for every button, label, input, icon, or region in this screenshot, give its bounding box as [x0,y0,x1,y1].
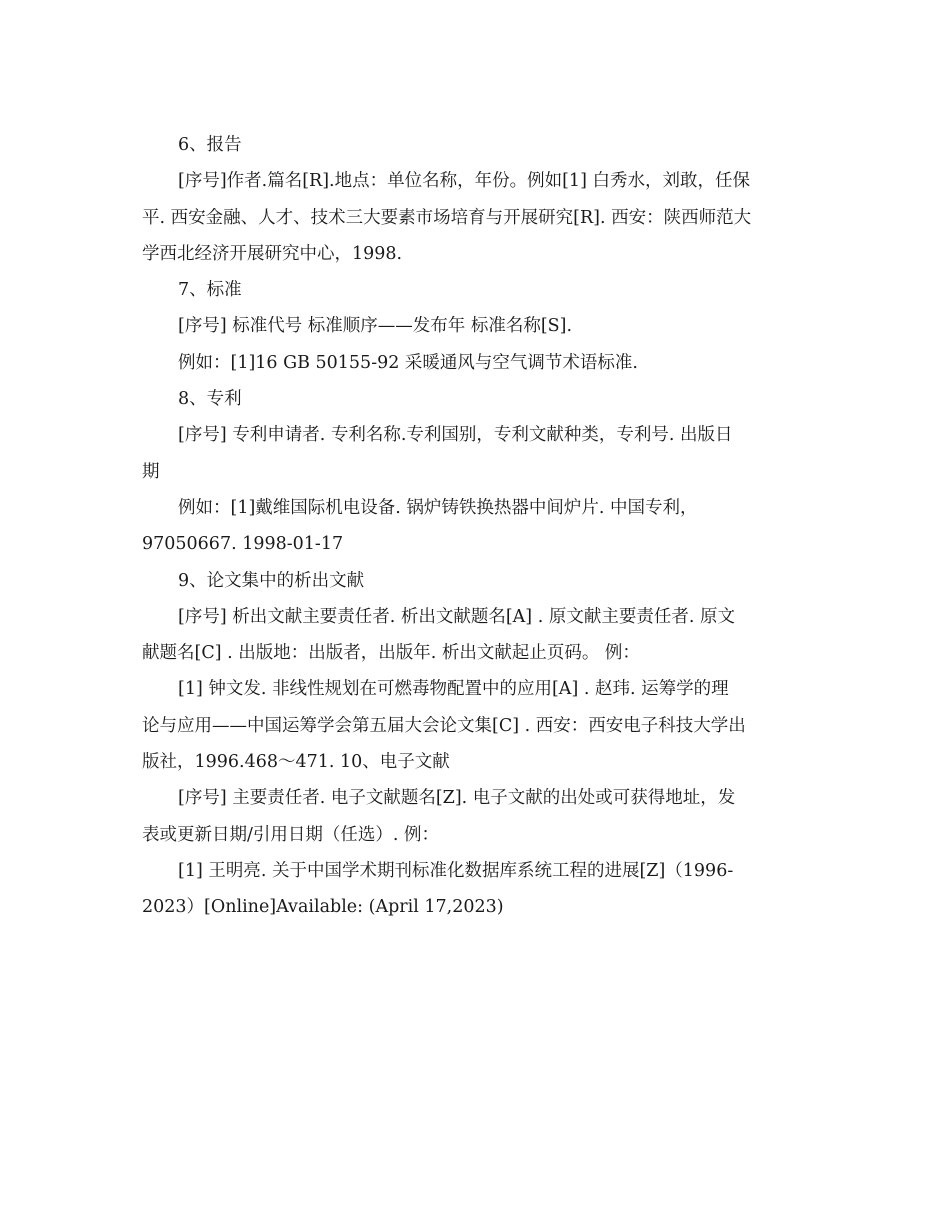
patent-format-line: [序号] 专利申请者. 专利名称.专利国别，专利文献种类，专利号. 出版日 [178,425,733,446]
electronic-example-line: 2023）[Online]Available: (April 17,2023) [142,897,504,918]
patent-example-line: 97050667. 1998-01-17 [142,534,344,555]
patent-format-line: 期 [142,461,160,482]
standard-format-line: [序号] 标准代号 标准顺序——发布年 标准名称[S]. [178,316,573,337]
report-format-line: [序号]作者.篇名[R].地点：单位名称，年份。例如[1] 白秀水，刘敢，任保 [178,171,750,192]
proceedings-example-line: 版社，1996.468～471. 10、电子文献 [142,752,450,773]
section-heading-standard: 7、标准 [178,280,242,301]
section-heading-report: 6、报告 [178,135,242,155]
patent-example-line: 例如：[1]戴维国际机电设备. 锅炉铸铁换热器中间炉片. 中国专利， [178,497,698,518]
section-heading-proceedings: 9、论文集中的析出文献 [178,570,365,591]
proceedings-example-line: 论与应用——中国运筹学会第五届大会论文集[C] . 西安：西安电子科技大学出 [142,715,746,736]
proceedings-format-line: 献题名[C] . 出版地：出版者，出版年. 析出文献起止页码。 例： [142,643,640,664]
report-format-line: 学西北经济开展研究中心，1998. [142,243,403,264]
electronic-example-line: [1] 王明亮. 关于中国学术期刊标准化数据库系统工程的进展[Z]（1996- [178,860,734,881]
electronic-format-line: 表或更新日期/引用日期（任选）. 例： [142,824,440,845]
section-heading-patent: 8、专利 [178,389,242,410]
proceedings-format-line: [序号] 析出文献主要责任者. 析出文献题名[A] . 原文献主要责任者. 原文 [178,606,735,627]
electronic-format-line: [序号] 主要责任者. 电子文献题名[Z]. 电子文献的出处或可获得地址，发 [178,788,736,809]
proceedings-example-line: [1] 钟文发. 非线性规划在可燃毒物配置中的应用[A] . 赵玮. 运筹学的理 [178,679,729,700]
report-format-line: 平. 西安金融、人才、技术三大要素市场培育与开展研究[R]. 西安：陕西师范大 [142,207,752,228]
standard-example-line: 例如：[1]16 GB 50155-92 采暖通风与空气调节术语标准. [178,352,638,373]
document-body [142,127,807,926]
